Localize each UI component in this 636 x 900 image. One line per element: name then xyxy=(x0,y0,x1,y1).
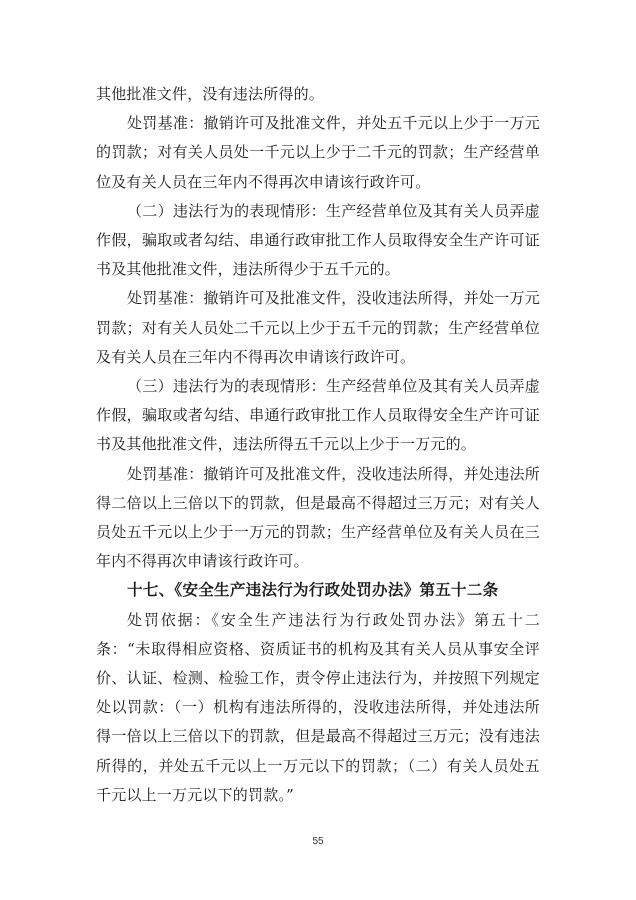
section-heading: 十七、《安全生产违法行为行政处罚办法》第五十二条 xyxy=(127,581,499,600)
paragraph-1: 其他批准文件，没有违法所得的。 xyxy=(96,85,325,103)
paragraph-5: （三）违法行为的表现情形：生产经营单位及其有关人员弄虚作假，骗取或者勾结、串通行政审批工作人员取得安全生产许可证书及其他批准文件，违法所得五千元以上少于一万元的。 xyxy=(96,377,540,454)
paragraph-2: 处罚基准：撤销许可及批准文件，并处五千元以上少于一万元的罚款；对有关人员处一千元以上少于二千元的罚款；生产经营单位及有关人员在三年内不得再次申请该行政许可。 xyxy=(96,114,540,191)
paragraph-4: 处罚基准：撤销许可及批准文件，没收违法所得，并处一万元罚款；对有关人员处二千元以上少于五千元的罚款；生产经营单位及有关人员在三年内不得再次申请该行政许可。 xyxy=(96,289,540,366)
paragraph-6: 处罚基准：撤销许可及批准文件，没收违法所得，并处违法所得二倍以上三倍以下的罚款，但是最高不得超过三万元；对有关人员处五千元以上少于一万元的罚款；生产经营单位及有关人员在三年内不得再次申请该行政许可。 xyxy=(96,464,540,571)
paragraph-3: （二）违法行为的表现情形：生产经营单位及其有关人员弄虚作假，骗取或者勾结、串通行政审批工作人员取得安全生产许可证书及其他批准文件，违法所得少于五千元的。 xyxy=(96,201,540,279)
page-number: 55 xyxy=(312,836,324,847)
paragraph-8: 处罚依据：《安全生产违法行为行政处罚办法》第五十二条：“未取得相应资格、资质证书的机构及其有关人员从事安全评价、认证、检测、检验工作，责令停止违法行为，并按照下列规定处以罚款：（一）机构有违法所得的，没收违法所得，并处违法所得一倍以上三倍以下的罚款，但是最高不得超过三万元；没有违法所得的，并处五千元以上一万元以下的罚款；（二）有关人员处五千元以上一万元以下的罚款。” xyxy=(96,610,540,804)
